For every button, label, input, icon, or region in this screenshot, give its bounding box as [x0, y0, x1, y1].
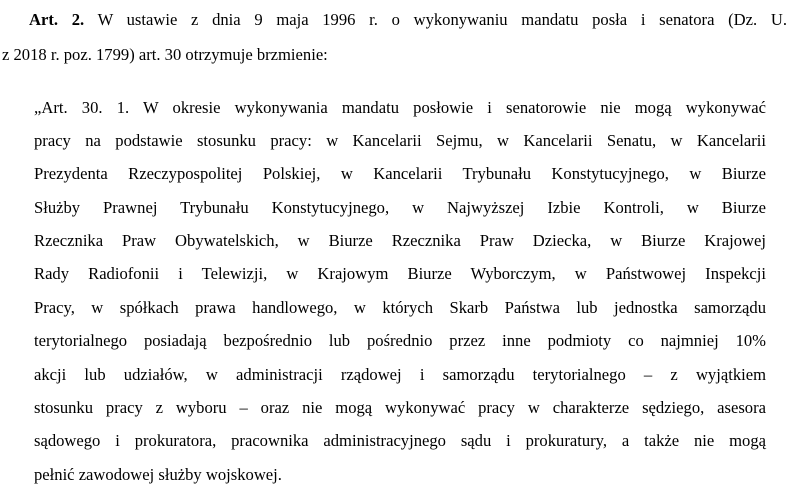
quote-line-3: Prezydenta Rzeczypospolitej Polskiej, w Kancelarii Trybunału Konstytucyjnego, w Biurze	[34, 164, 766, 183]
quote-line-4: Służby Prawnej Trybunału Konstytucyjnego, w Najwyższej Izbie Kontroli, w Biurze	[34, 198, 766, 217]
quote-line-8: terytorialnego posiadają bezpośrednio lub pośrednio przez inne podmioty co najmniej 10%	[34, 331, 766, 350]
article-intro-text: W ustawie z dnia 9 maja 1996 r. o wykonywaniu mandatu posła i senatora (Dz. U.	[84, 10, 787, 29]
quote-line-11: sądowego i prokuratora, pracownika administracyjnego sądu i prokuratury, a także nie mogą	[34, 431, 766, 450]
quote-line-2: pracy na podstawie stosunku pracy: w Kancelarii Sejmu, w Kancelarii Senatu, w Kancelarii	[34, 131, 766, 150]
quote-line-7: Pracy, w spółkach prawa handlowego, w których Skarb Państwa lub jednostka samorządu	[34, 298, 766, 317]
quote-line-12: pełnić zawodowej służby wojskowej.	[34, 465, 282, 484]
article-intro-line-2: z 2018 r. poz. 1799) art. 30 otrzymuje brzmienie:	[2, 45, 328, 64]
quote-line-9: akcji lub udziałów, w administracji rządowej i samorządu terytorialnego – z wyjątkiem	[34, 365, 766, 384]
article-heading: Art. 2.	[29, 10, 85, 29]
quote-line-5: Rzecznika Praw Obywatelskich, w Biurze Rzecznika Praw Dziecka, w Biurze Krajowej	[34, 231, 766, 250]
article-intro-line-1	[29, 10, 787, 30]
quote-line-10: stosunku pracy z wyboru – oraz nie mogą wykonywać pracy w charakterze sędziego, asesora	[34, 398, 766, 417]
quote-line-1: „Art. 30. 1. W okresie wykonywania mandatu posłowie i senatorowie nie mogą wykonywać	[34, 98, 766, 117]
quote-line-6: Rady Radiofonii i Telewizji, w Krajowym Biurze Wyborczym, w Państwowej Inspekcji	[34, 264, 766, 283]
